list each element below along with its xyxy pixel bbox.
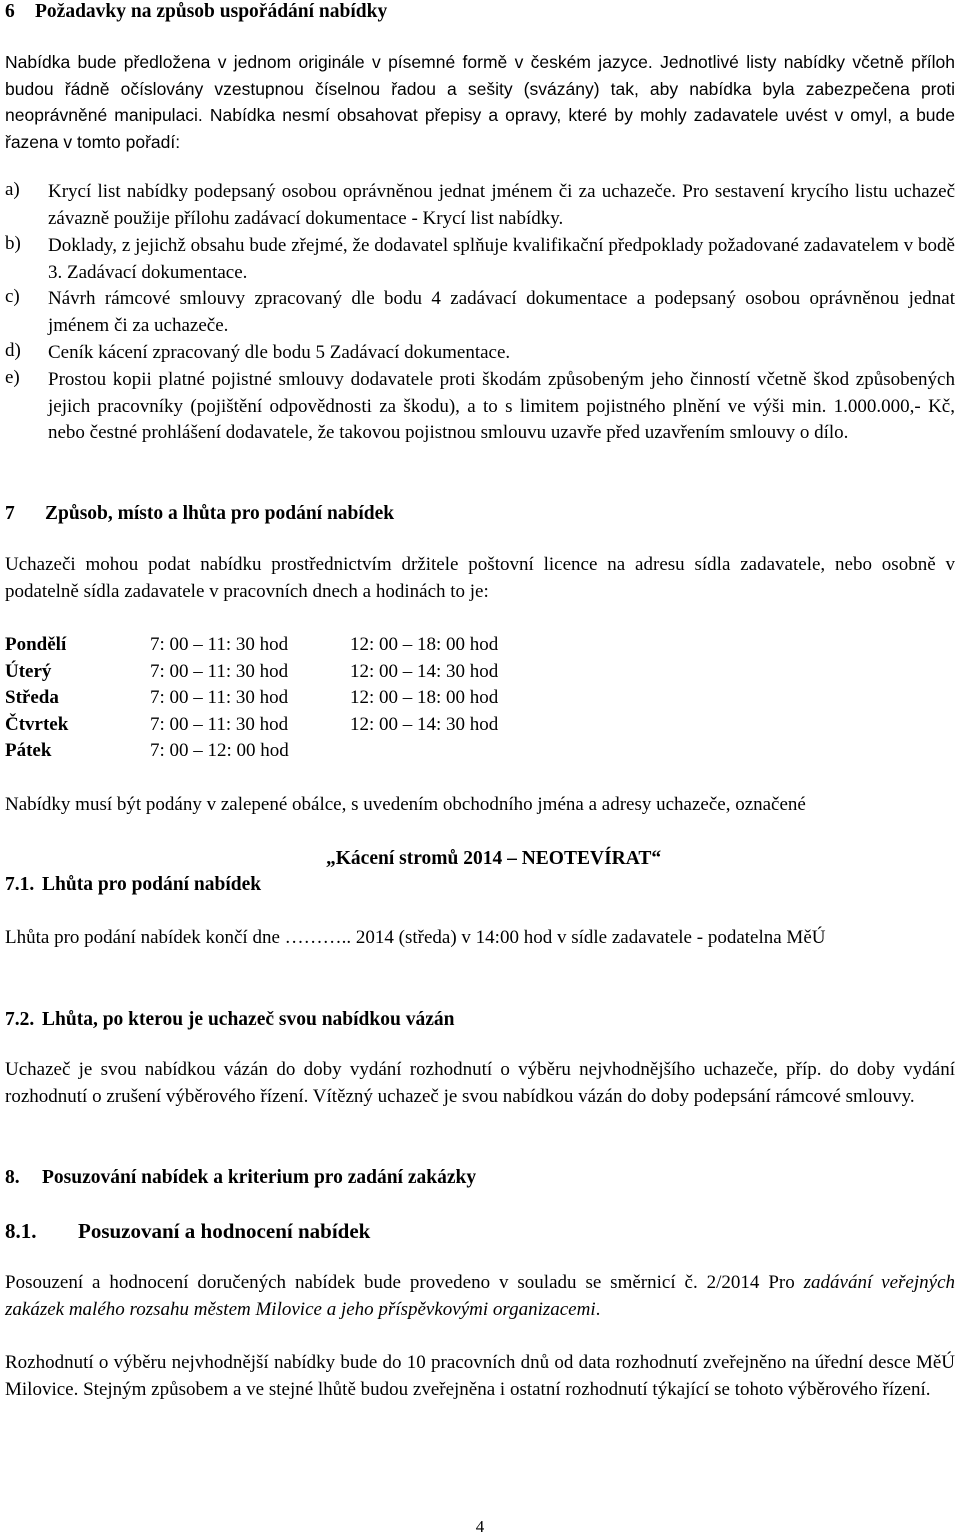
section-title: Způsob, místo a lhůta pro podání nabídek (45, 503, 395, 524)
envelope-instructions: Nabídky musí být podány v zalepené obálce, s uvedením obchodního jména a adresy uchazeče, označené (5, 794, 806, 815)
section-8-1-text-2: Rozhodnutí o výběru nejvhodnější nabídky bude do 10 pracovních dnů od data rozhodnutí zveřejněno na úřední desce MěÚ Milovice. Stejným způsobem a ve stejné lhůtě budou zveřejněna i ostatní rozhodnutí týkající se tohoto výběrového řízení. (5, 1352, 955, 1400)
list-item-text: Doklady, z jejichž obsahu bude zřejmé, že dodavatel splňuje kvalifikační předpoklady požadované zadavatelem v bodě 3. Zadávací dokumentace. (48, 235, 955, 283)
table-row (5, 659, 605, 686)
list-item (5, 367, 955, 447)
table-row (5, 685, 605, 712)
list-item (5, 233, 955, 286)
section-7-heading (5, 502, 955, 526)
day-cell: Pondělí (5, 634, 67, 655)
section-number: 8.1. (5, 1219, 37, 1243)
section-7-1-text: Lhůta pro podání nabídek končí dne ……….. 2014 (středa) v 14:00 hod v sídle zadavatele - podatelna MěÚ (5, 927, 826, 948)
section-6-intro: Nabídka bude předložena v jednom originále v písemné formě v českém jazyce. Jednotlivé listy nabídky včetně příloh budou řádně očíslovány vzestupnou číselnou řadou a sešity (svázány) tak, aby nabídka byla zabezpečena proti neoprávněné manipulaci. Nabídka nesmí obsahovat přepisy a opravy, které by mohly zadavatele uvést v omyl, a bude řazena v tomto pořadí: (5, 52, 955, 152)
text-end: . (595, 1298, 601, 1320)
list-item-text: Krycí list nabídky podepsaný osobou oprávněnou jednat jménem či za uchazeče. Pro sestavení krycího listu uchazeč závazně použije přílohu zadávací dokumentace - Krycí list nabídky. (48, 181, 955, 229)
list-item-text: Návrh rámcové smlouvy zpracovaný dle bodu 4 zadávací dokumentace a podepsaný osobou oprávněnou jednat jménem či za uchazeče. (48, 288, 955, 336)
section-title: Lhůta, po kterou je uchazeč svou nabídkou vázán (42, 1009, 455, 1030)
text-plain: Posouzení a hodnocení doručených nabídek bude provedeno v souladu se směrnicí č. 2/2014 Pro (5, 1272, 804, 1293)
section-number: 7.1. (5, 874, 35, 895)
section-title: Lhůta pro podání nabídek (42, 874, 262, 895)
day-cell: Čtvrtek (5, 713, 69, 735)
list-item-label: e) (5, 367, 20, 388)
section-8-1-text-1 (5, 1270, 955, 1323)
hours-morning-cell: 7: 00 – 12: 00 hod (150, 740, 289, 761)
list-item (5, 179, 955, 232)
list-item-label: b) (5, 233, 21, 254)
section-number: 6 (5, 1, 15, 22)
section-7-1-heading (5, 873, 955, 897)
section-number: 7.2. (5, 1009, 35, 1030)
text-italic: zadávání veřejných zakázek malého rozsahu městem Milovice a jeho příspěvkovými organizacemi (5, 1272, 956, 1320)
table-row (5, 712, 605, 739)
office-hours-table (5, 632, 605, 772)
section-title: Požadavky na způsob uspořádání nabídky (35, 1, 388, 22)
list-item (5, 286, 955, 339)
list-item-text: Ceník kácení zpracovaný dle bodu 5 Zadávací dokumentace. (48, 342, 511, 363)
section-number: 8. (5, 1167, 20, 1188)
table-row (5, 738, 605, 765)
hours-morning-cell: 7: 00 – 11: 30 hod (150, 634, 289, 655)
table-row (5, 632, 605, 659)
hours-afternoon-cell: 12: 00 – 18: 00 hod (350, 634, 499, 655)
list-item-label: c) (5, 286, 20, 307)
list-item-text: Prostou kopii platné pojistné smlouvy dodavatele proti škodám způsobeným jeho činností včetně škod způsobených jejich pracovníky (pojištění odpovědnosti za škodu), a to s limitem pojistného plnění ve výši min. 1.000.000,- Kč, nebo čestné prohlášení dodavatele, že takovou pojistnou smlouvu uzavře před uzavřením smlouvy o dílo. (48, 369, 955, 443)
hours-afternoon-cell: 12: 00 – 14: 30 hod (350, 660, 499, 682)
hours-afternoon-cell: 12: 00 – 14: 30 hod (350, 713, 499, 735)
section-title: Posuzovaní a hodnocení nabídek (78, 1219, 371, 1243)
section-7-2-text: Uchazeč je svou nabídkou vázán do doby vydání rozhodnutí o výběru nejvhodnějšího uchazeče, příp. do doby vydání rozhodnutí o zrušení výběrového řízení. Vítězný uchazeč je svou nabídkou vázán do doby podepsání rámcové smlouvy. (5, 1059, 955, 1107)
hours-morning-cell: 7: 00 – 11: 30 hod (150, 660, 289, 682)
section-7-2-heading (5, 1008, 955, 1032)
list-item-label: a) (5, 179, 20, 200)
section-title: Posuzování nabídek a kriterium pro zadání zakázky (42, 1167, 477, 1188)
list-item-label: d) (5, 340, 21, 361)
day-cell: Úterý (5, 660, 52, 682)
hours-morning-cell: 7: 00 – 11: 30 hod (150, 687, 289, 708)
section-8-1-heading (5, 1219, 955, 1243)
hours-afternoon-cell: 12: 00 – 18: 00 hod (350, 687, 499, 708)
section-8-heading (5, 1166, 955, 1190)
day-cell: Pátek (5, 740, 52, 761)
section-6-heading (5, 0, 955, 24)
day-cell: Středa (5, 687, 59, 708)
section-number: 7 (5, 503, 15, 524)
list-item (5, 340, 955, 367)
envelope-label: „Kácení stromů 2014 – NEOTEVÍRAT“ (326, 848, 662, 869)
section-7-intro: Uchazeči mohou podat nabídku prostřednictvím držitele poštovní licence na adresu sídla zadavatele, nebo osobně v podatelně sídla zadavatele v pracovních dnech a hodinách to je: (5, 554, 955, 602)
page-number: 4 (475, 1517, 485, 1536)
hours-morning-cell: 7: 00 – 11: 30 hod (150, 713, 289, 735)
